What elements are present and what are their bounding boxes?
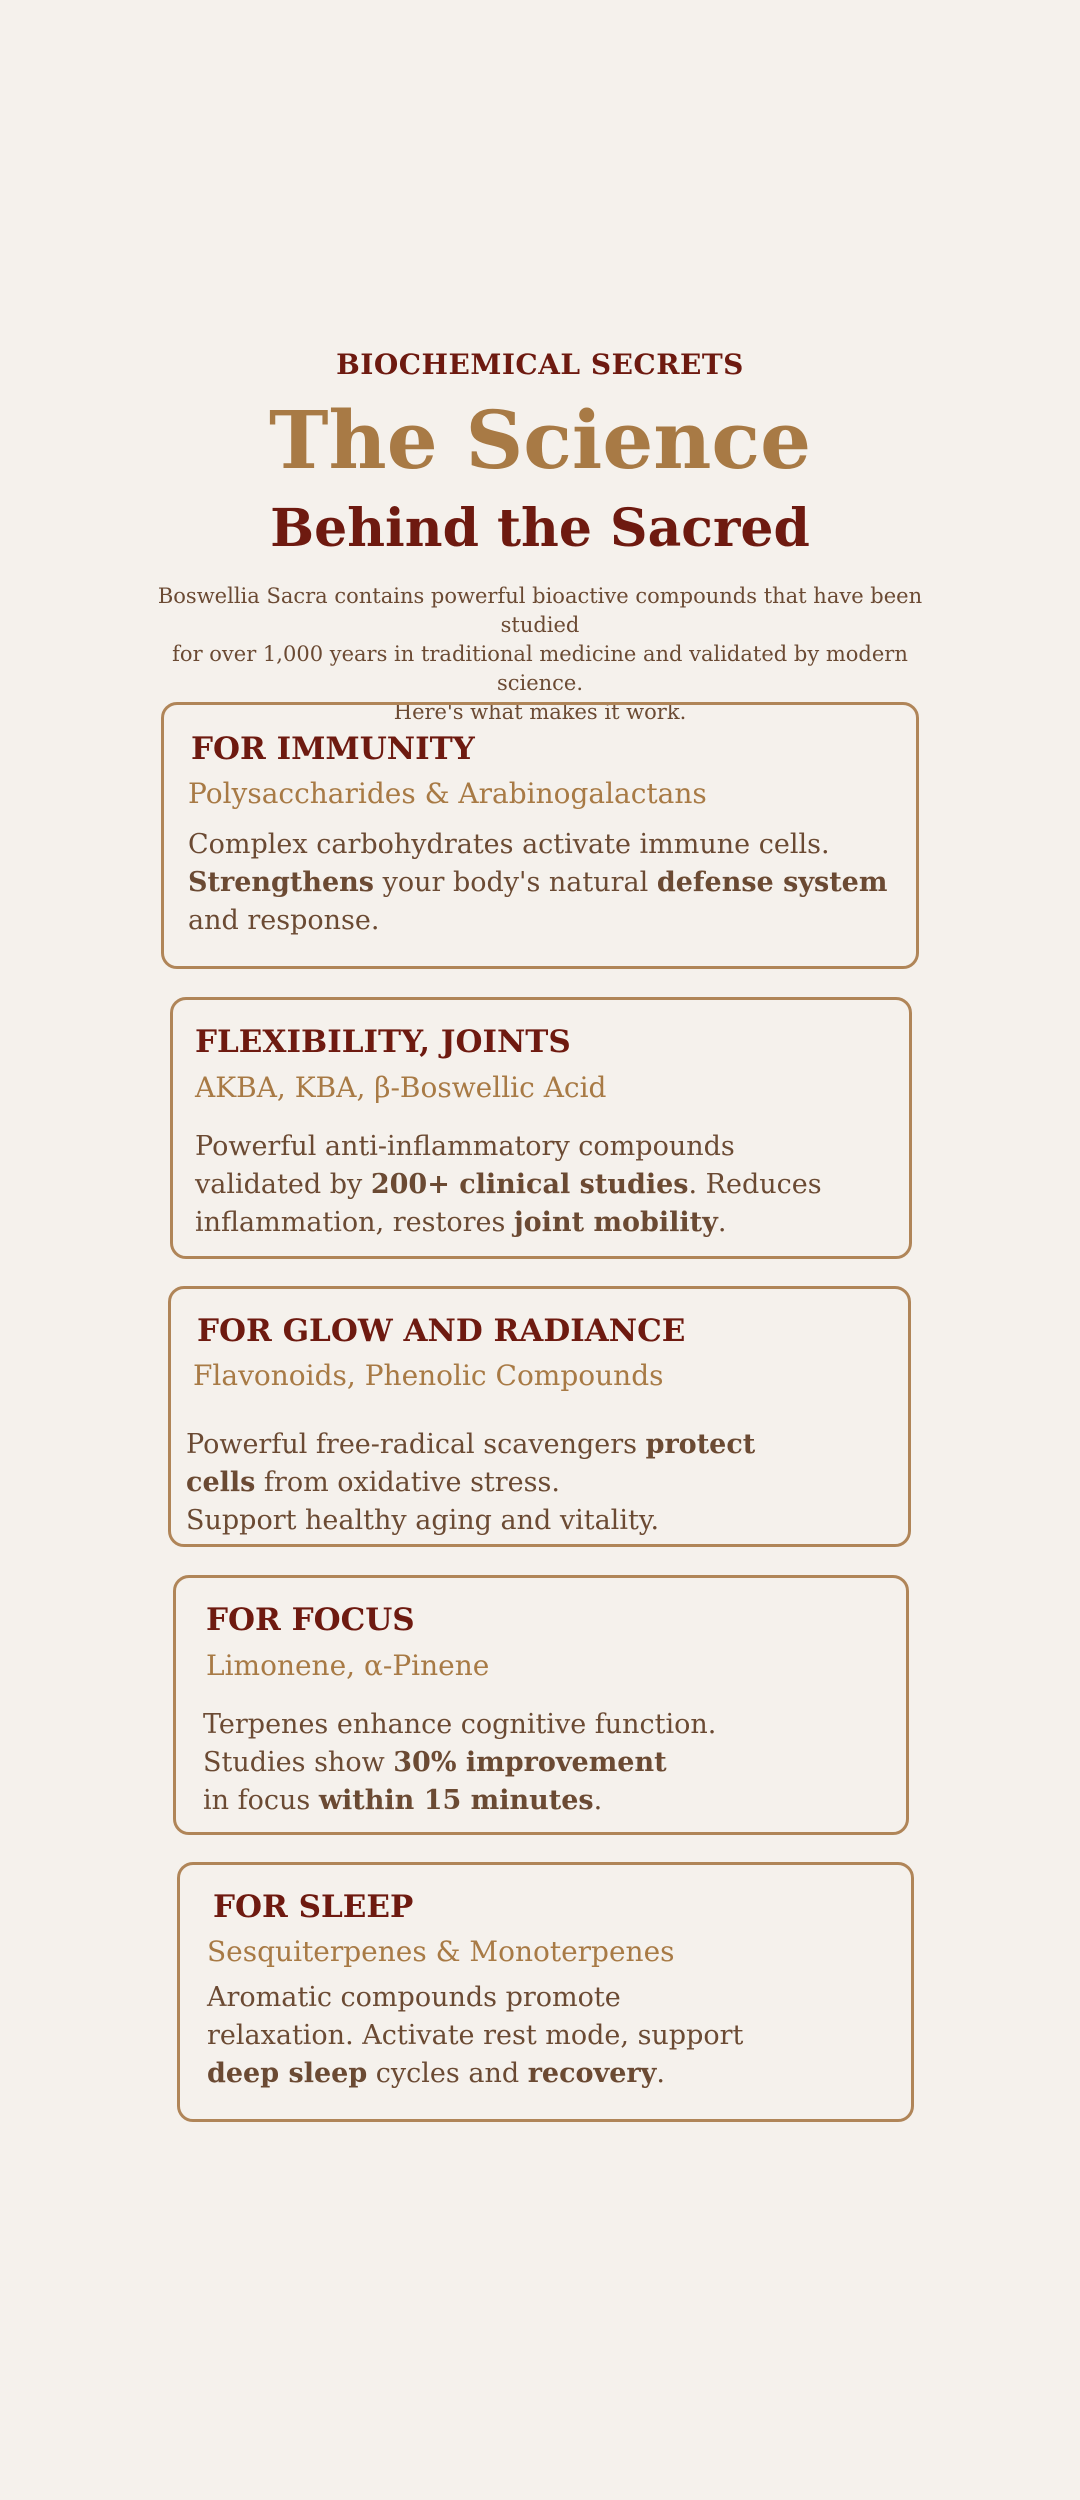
card-title: FOR SLEEP bbox=[213, 1889, 414, 1925]
intro-line: Boswellia Sacra contains powerful bioactive compounds that have been studied bbox=[157, 584, 923, 637]
page-title: The Science bbox=[269, 393, 811, 487]
card-compounds: AKBA, KBA, β-Boswellic Acid bbox=[195, 1071, 607, 1104]
intro-line: Here's what makes it work. bbox=[393, 700, 687, 724]
card-description: Aromatic compounds promote relaxation. Activate rest mode, support deep sleep cycles and recovery. bbox=[207, 1982, 744, 2089]
intro-line: for over 1,000 years in traditional medicine and validated by modern science. bbox=[172, 642, 908, 695]
page-subtitle: Behind the Sacred bbox=[270, 498, 810, 559]
benefit-card-flexibility bbox=[170, 997, 912, 1259]
card-description: Complex carbohydrates activate immune cells. Strengthens your body's natural defense system and response. bbox=[188, 829, 888, 936]
benefit-card-focus bbox=[173, 1575, 909, 1835]
benefit-card-sleep bbox=[177, 1862, 914, 2122]
section-eyebrow: BIOCHEMICAL SECRETS bbox=[336, 348, 744, 381]
card-compounds: Polysaccharides & Arabinogalactans bbox=[188, 777, 707, 810]
card-description: Terpenes enhance cognitive function. Studies show 30% improvement in focus within 15 minutes. bbox=[203, 1709, 717, 1816]
card-compounds: Sesquiterpenes & Monoterpenes bbox=[207, 1935, 675, 1968]
benefit-card-glow bbox=[168, 1286, 911, 1547]
card-compounds: Flavonoids, Phenolic Compounds bbox=[193, 1359, 664, 1392]
card-title: FOR GLOW AND RADIANCE bbox=[197, 1313, 686, 1349]
card-description: Powerful anti-inflammatory compounds validated by 200+ clinical studies. Reduces inflammation, restores joint mobility. bbox=[195, 1131, 822, 1238]
card-description: Powerful free-radical scavengers protect cells from oxidative stress. Support healthy aging and vitality. bbox=[186, 1429, 756, 1536]
card-title: FOR FOCUS bbox=[206, 1602, 415, 1638]
card-title: FLEXIBILITY, JOINTS bbox=[195, 1024, 571, 1060]
card-compounds: Limonene, α-Pinene bbox=[206, 1649, 490, 1682]
benefit-card-immunity bbox=[161, 702, 919, 969]
card-title: FOR IMMUNITY bbox=[191, 731, 475, 767]
